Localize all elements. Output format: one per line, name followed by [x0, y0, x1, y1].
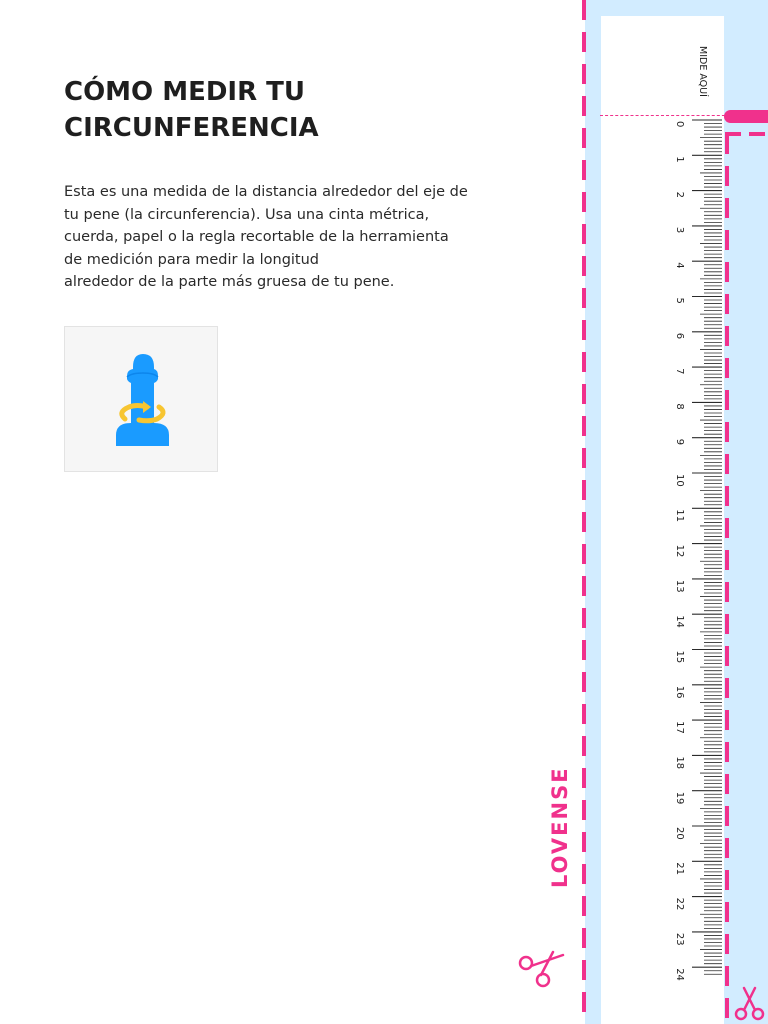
description-line: alrededor de la parte más gruesa de tu pene.	[64, 274, 395, 290]
description-line: de medición para medir la longitud	[64, 251, 320, 268]
ruler-number: 21	[674, 862, 685, 876]
cutout-ruler	[601, 16, 724, 1024]
ruler-number: 15	[674, 650, 685, 664]
ruler-number: 18	[674, 756, 685, 770]
title-line-2: CIRCUNFERENCIA	[64, 113, 319, 143]
ruler-scale	[601, 16, 724, 1024]
description	[64, 181, 504, 294]
cut-line-right	[725, 134, 729, 1024]
ruler-number: 11	[674, 509, 685, 523]
ruler-number: 19	[674, 791, 685, 805]
ruler-number: 16	[674, 685, 685, 699]
ruler-number: 6	[674, 332, 685, 340]
brand-logo: LOVENSE	[548, 766, 572, 888]
ruler-number: 5	[674, 297, 685, 304]
ruler-start-line	[600, 115, 730, 116]
ruler-number: 22	[674, 897, 685, 911]
description-line: cuerda, papel o la regla recortable de la herramienta	[64, 229, 449, 245]
ruler-number: 4	[674, 262, 685, 269]
ruler-number: 13	[674, 579, 685, 593]
illustration-box	[64, 326, 218, 472]
ruler-number: 23	[674, 932, 685, 946]
cut-line-top	[725, 132, 768, 136]
measure-here-label: MIDE AQUÍ	[697, 46, 708, 97]
description-line: tu pene (la circunferencia). Usa una cinta métrica,	[64, 206, 430, 223]
ruler-number: 7	[674, 368, 685, 375]
ruler-number: 17	[674, 721, 685, 734]
ruler-number: 12	[674, 544, 685, 558]
scissors-icon	[733, 986, 767, 1024]
page-title	[64, 74, 484, 146]
ruler-number: 24	[674, 968, 685, 981]
cut-line-left	[582, 0, 586, 1024]
penis-circumference-icon	[65, 327, 219, 473]
ruler-number: 1	[674, 156, 685, 163]
ruler-number: 9	[674, 438, 685, 446]
ruler-number: 8	[674, 403, 685, 410]
ruler-start-tab	[724, 110, 768, 123]
scissors-icon	[517, 950, 565, 990]
ruler-number: 10	[674, 474, 685, 487]
ruler-number: 20	[674, 827, 685, 840]
ruler-number: 3	[674, 226, 685, 234]
ruler-number: 2	[674, 191, 685, 198]
ruler-number: 14	[674, 615, 685, 628]
description-line: Esta es una medida de la distancia alrededor del eje de	[64, 184, 468, 200]
ruler-number: 0	[674, 121, 685, 128]
title-line-1: CÓMO MEDIR TU	[64, 77, 306, 107]
